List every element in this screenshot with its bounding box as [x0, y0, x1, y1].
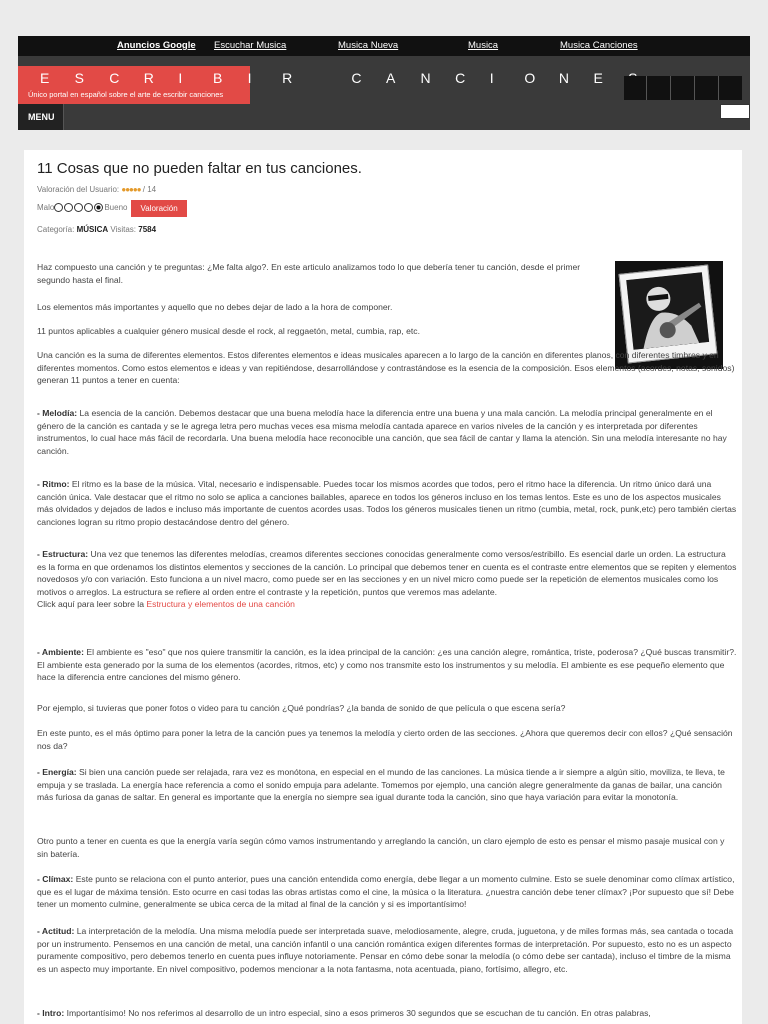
article-card — [24, 150, 742, 1024]
category-link[interactable]: MÚSICA — [76, 225, 109, 234]
logo-letter: C — [351, 70, 362, 86]
logo-letter: A — [385, 70, 396, 86]
vote-good-label: Bueno — [104, 203, 128, 212]
user-rating — [37, 185, 156, 194]
paragraph: Por ejemplo, si tuvieras que poner fotos o video para tu canción ¿Qué pondrías? ¿la banda de sonido de que película o que escena sería? — [37, 703, 566, 713]
paragraph: Una canción es la suma de diferentes elementos. Estos diferentes elementos e ideas musicales aparecen a lo largo de la canción en diferentes planos, con diferentes timbres y en diferentes momentos. Como estos elementos e ideas y van repitiéndose, desarrollándose y contrastándose es la esencia de la composición. Esos elementos (acordes, notas, sonidos) generan 11 puntos a tener en cuenta: — [37, 350, 735, 385]
section-ritmo: - Ritmo: El ritmo es la base de la música. Vital, necesario e indispensable. Puedes tocar los mismos acordes que todos, pero el ritmo hace la diferencia. Un ritmo único dará una canción única. Vale destacar que el ritmo no solo se aplica a canciones bailables, aparece en todos los géneros incluso en los temas lentos. Este es uno de los aspectos musicales más olvidados y dejados de lados e incluso más importante de cuentos acordes usas. Todos los géneros musicales tienen un ritmo (cumbia, metal, rock, punk,etc) pero también ciertas canciones logran su ritmo propio destacándose dentro del género. — [37, 479, 737, 527]
category-label: Categoría: — [37, 225, 75, 234]
logo-letter: N — [558, 70, 570, 86]
vote-radio-1[interactable] — [54, 203, 63, 212]
logo-letter: C — [455, 70, 466, 86]
section-label: - Energía: — [37, 767, 77, 777]
section-melodia: - Melodía: La esencia de la canción. Debemos destacar que una buena melodía hace la diferencia entre una buena y una mala canción. La melodía principal generalmente en el género de la canción es cantada y se le agrega letra pero muchas veces esa misma melodía cantada aparece en varios niveles de la canción y es interpretada por diferentes instrumentos, lo cual hace más fácil de recordarla. Una buena melodía hace reconocible una canción, que sea fácil de cantar y llama la atención. Sin una melodía interesante no hay canción. — [37, 408, 727, 456]
paragraph: 11 puntos aplicables a cualquier género musical desde el rock, al reggaetón, metal, cumbia, rap, etc. — [37, 326, 420, 336]
section-label: - Clímax: — [37, 874, 74, 884]
logo-letter: I — [489, 70, 494, 86]
nav-link-musica-canciones[interactable]: Musica Canciones — [560, 40, 638, 51]
section-label: - Melodía: — [37, 408, 78, 418]
section-label: - Ambiente: — [37, 647, 84, 657]
section-label: - Estructura: — [37, 549, 89, 559]
section-energia: - Energía: Si bien una canción puede ser relajada, rara vez es monótona, en especial en el mundo de las canciones. La música tiende a ir siempre a algún sitio, moviliza, te lleva, te empuja y se traslada. La energía hace referencia a como el sonido empuja para adelante. Tomemos por ejemplo, una canción alegre generalmente da ganas de bailar, una canción más furiosa da ganas de saltar. En general es importante que la energía no siempre sea igual durante toda la canción, sino que haya variación para evitar la monotonía. — [37, 767, 725, 802]
site-tagline: Único portal en español sobre el arte de escribir canciones — [28, 90, 224, 99]
rating-count: / 14 — [142, 185, 157, 194]
nav-link-anuncios-google[interactable]: Anuncios Google — [117, 40, 196, 51]
menu-button[interactable]: MENU — [18, 104, 64, 130]
estructura-link[interactable]: Estructura y elementos de una canción — [146, 599, 295, 609]
vote-radio-4[interactable] — [84, 203, 93, 212]
logo-letter: C — [109, 70, 120, 86]
article-info — [37, 225, 156, 234]
menu-bar — [18, 104, 750, 130]
header-dark-panel — [624, 76, 742, 100]
vote-form — [37, 200, 187, 217]
vote-radio-5[interactable] — [94, 203, 103, 212]
vote-button[interactable]: Valoración — [131, 200, 186, 217]
vote-bad-label: Malo — [37, 203, 55, 212]
nav-link-musica-nueva[interactable]: Musica Nueva — [338, 40, 399, 51]
logo-letter: E — [40, 70, 50, 86]
logo-letter: N — [420, 70, 431, 86]
vote-radio-3[interactable] — [74, 203, 83, 212]
article-title: 11 Cosas que no pueden faltar en tus canciones. — [37, 160, 362, 177]
section-label: - Actitud: — [37, 926, 75, 936]
section-climax: - Clímax: Este punto se relaciona con el punto anterior, pues una canción entendida como energía, debe llegar a un momento culmine. Esto se suele denominar como clímax artístico, que es el lugar de máxima tensión. Esto ocurre en casi todas las obras artistas como el cine, la música o la literatura. ¿nuestra canción debe tener clímax? ¡Por supuesto que sí! Debe tener un momento culmine, generalmente se ubica cerca de la mitad al final de la canción y si es importantísimo! — [37, 874, 735, 909]
paragraph: Los elementos más importantes y aquello que no debes dejar de lado a la hora de componer. — [37, 302, 393, 312]
nav-link-musica[interactable]: Musica — [468, 40, 499, 51]
logo-letter: B — [212, 70, 223, 86]
visits-label: Visitas: — [110, 225, 137, 234]
section-intro: - Intro: Importantísimo! No nos referimos al desarrollo de un intro especial, sino a esos primeros 30 segundos que se escuchan de tu canción. En otras palabras, — [37, 1008, 651, 1018]
logo-letter: R — [143, 70, 154, 86]
section-actitud: - Actitud: La interpretación de la melodía. Una misma melodía puede ser interpretada suave, melodiosamente, alegre, cruda, juguetona, y de miles formas más, sea cantada o tocada por un instrumento. Pensemos en una canción de metal, una canción infantil o una canción romántica exigen diferentes formas de interpretación. Por supuesto, esto no es un aspecto puramente compositivo, pero debemos tenerlo en cuenta pues influye notoriamente. Pensar en cómo debe sonar la melodía (o cómo debe ser cantada), incluso el timbre de la misma es un aspecto muy importante. En nivel compositivo, podemos mencionar a la nota fantasma, nota acentuada, piano, fortísimo, allegro, etc. — [37, 926, 734, 974]
logo-letter: I — [247, 70, 252, 86]
logo-letter: R — [282, 70, 293, 86]
site-header — [18, 56, 750, 104]
intro-paragraph: Haz compuesto una canción y te preguntas: ¿Me falta algo?. En este articulo analizamos todo lo que debería tener tu canción, desde el primer segundo hasta el final. — [37, 262, 581, 285]
nav-link-escuchar-musica[interactable]: Escuchar Musica — [214, 40, 287, 51]
site-logo-text[interactable] — [40, 70, 663, 86]
section-label: - Ritmo: — [37, 479, 70, 489]
logo-letter: O — [524, 70, 536, 86]
logo-letter: S — [74, 70, 84, 86]
logo-letter: E — [593, 70, 603, 86]
vote-radio-2[interactable] — [64, 203, 73, 212]
paragraph: Otro punto a tener en cuenta es que la energía varía según cómo vamos instrumentando y arreglando la canción, un claro ejemplo de esto es pensar el mismo pasaje musical con y sin batería. — [37, 836, 725, 859]
rating-label: Valoración del Usuario: — [37, 185, 120, 194]
rating-stars-icon: ●●●●● — [121, 185, 141, 194]
section-ambiente: - Ambiente: El ambiente es "eso" que nos quiere transmitir la canción, es la idea principal de la canción: ¿es una canción alegre, romántica, triste, poderosa? ¿Qué buscas transmitir?. El ambiente esta generado por la suma de los elementos (acordes, ritmos, etc) y como nos transmite esto los instrumentos y su melodía. El ambiente es ese pequeño elemento que hace la diferencia entre canciones del mismo género. — [37, 647, 737, 682]
section-estructura: - Estructura: Una vez que tenemos las diferentes melodías, creamos diferentes secciones conocidas generalmente como versos/estribillo. Es esencial darle un orden. La estructura es la forma en que ordenamos los distintos elementos y secciones de la canción. Lo principal que debemos tener en cuenta es el contraste entre elementos que se repiten y elementos novedosos y/o con variación. Esto funciona a un nivel macro, como puede ser en las secciones y en un nivel micro como puede ser la repetición de elementos musicales como los motivos o arreglos. La estructura se refiere al orden entre el contraste y la repetición, puntos que veremos mas adelante. Click aquí para leer sobre la Estructura y elementos de una canción — [37, 549, 737, 609]
logo-letter: I — [178, 70, 183, 86]
section-label: - Intro: — [37, 1008, 65, 1018]
visits-count: 7584 — [138, 225, 157, 234]
search-box[interactable] — [720, 104, 750, 119]
paragraph: En este punto, es el más óptimo para poner la letra de la canción pues ya tenemos la melodía y cierto orden de las secciones. ¿Ahora que queremos decir con ellos? ¿Qué sensación nos da? — [37, 728, 733, 751]
top-navigation-bar — [18, 36, 750, 56]
